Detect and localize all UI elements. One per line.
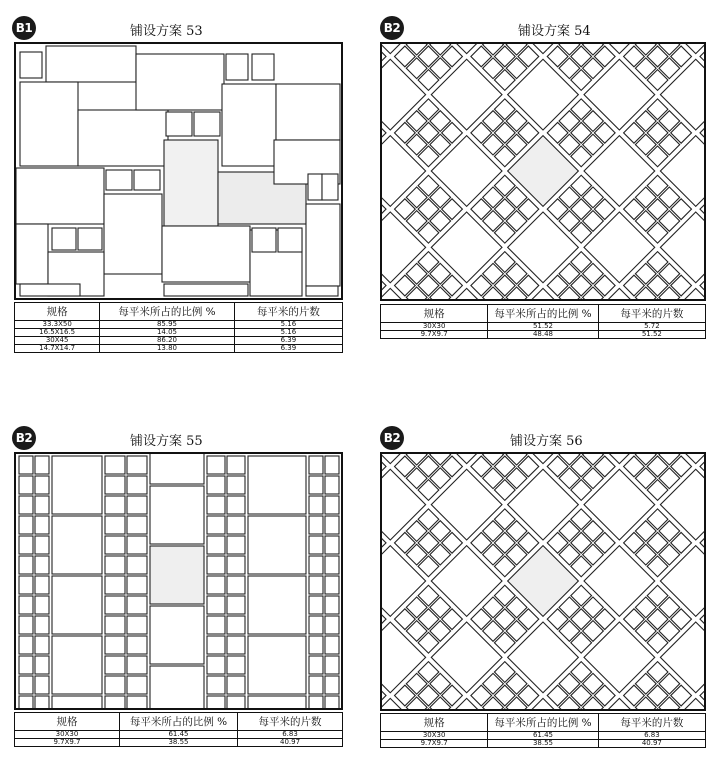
tile <box>207 636 225 654</box>
tile <box>19 496 33 514</box>
tile <box>248 636 306 694</box>
tile <box>227 696 245 708</box>
cell-ratio: 61.45 <box>488 732 599 740</box>
header-spec: 规格 <box>15 303 100 321</box>
tile <box>105 456 125 474</box>
tile <box>52 228 76 250</box>
tile <box>127 556 147 574</box>
tile <box>127 496 147 514</box>
tile <box>52 516 102 574</box>
tile <box>309 556 323 574</box>
panel-4-tile-pattern <box>380 452 706 711</box>
tile <box>105 536 125 554</box>
tile <box>309 496 323 514</box>
tile <box>127 636 147 654</box>
tile <box>127 576 147 594</box>
tile <box>207 496 225 514</box>
tile <box>35 496 49 514</box>
cell-ratio: 13.80 <box>100 345 234 353</box>
cell-ratio: 14.05 <box>100 329 234 337</box>
tile <box>19 656 33 674</box>
panel-1-badge: B1 <box>12 16 36 40</box>
tile <box>127 656 147 674</box>
tile <box>248 696 306 708</box>
tile <box>105 556 125 574</box>
tile <box>309 676 323 694</box>
tile <box>150 454 204 484</box>
tile <box>20 82 78 166</box>
tile <box>52 456 102 514</box>
tile <box>227 616 245 634</box>
tile <box>325 456 339 474</box>
tile <box>325 556 339 574</box>
cell-ratio: 38.55 <box>488 740 599 748</box>
header-count: 每平米的片数 <box>234 303 342 321</box>
tile <box>227 496 245 514</box>
tile <box>162 226 250 282</box>
tile <box>35 636 49 654</box>
tile <box>19 536 33 554</box>
tile <box>207 536 225 554</box>
cell-count: 5.16 <box>234 321 342 329</box>
tile <box>19 476 33 494</box>
tile <box>207 676 225 694</box>
tile <box>19 516 33 534</box>
header-count: 每平米的片数 <box>238 713 343 731</box>
tile <box>19 576 33 594</box>
tile <box>278 228 302 252</box>
tile <box>35 616 49 634</box>
tile <box>78 110 168 166</box>
tile <box>248 456 306 514</box>
cell-count: 6.83 <box>598 732 705 740</box>
tile <box>105 516 125 534</box>
tile <box>127 516 147 534</box>
cell-count: 40.97 <box>238 739 343 747</box>
tile <box>306 286 338 296</box>
tile <box>309 616 323 634</box>
tile <box>227 536 245 554</box>
tile <box>325 696 339 708</box>
cell-count: 5.16 <box>234 329 342 337</box>
tile <box>207 596 225 614</box>
cell-count: 6.83 <box>238 731 343 739</box>
tile <box>308 174 322 200</box>
tile <box>309 476 323 494</box>
tile <box>207 516 225 534</box>
tile <box>227 596 245 614</box>
tile <box>78 228 102 250</box>
table-row <box>15 739 343 747</box>
tile <box>227 576 245 594</box>
cell-spec: 30X30 <box>381 323 488 331</box>
tile <box>105 636 125 654</box>
cell-spec: 30X30 <box>15 731 120 739</box>
tile <box>150 486 204 544</box>
table-header-row <box>15 713 343 731</box>
tile <box>325 576 339 594</box>
tile <box>325 676 339 694</box>
panel-3-badge: B2 <box>12 426 36 450</box>
tile <box>309 636 323 654</box>
tile <box>207 556 225 574</box>
cell-ratio: 86.20 <box>100 337 234 345</box>
tile <box>207 456 225 474</box>
tile <box>325 496 339 514</box>
table-header-row <box>381 714 706 732</box>
tile <box>136 54 224 110</box>
panel-2-tile-pattern <box>380 42 706 301</box>
tile <box>52 636 102 694</box>
header-count: 每平米的片数 <box>598 305 705 323</box>
tile <box>35 516 49 534</box>
cell-spec: 30X45 <box>15 337 100 345</box>
panel-3-tile-pattern <box>14 452 343 710</box>
header-ratio: 每平米所占的比例 % <box>119 713 237 731</box>
header-ratio: 每平米所占的比例 % <box>488 305 599 323</box>
tile <box>325 596 339 614</box>
tile <box>105 616 125 634</box>
tile <box>226 54 248 80</box>
panel-1-spec-table <box>14 302 343 353</box>
tile <box>207 616 225 634</box>
cell-spec: 16.5X16.5 <box>15 329 100 337</box>
tile <box>227 476 245 494</box>
tile <box>35 476 49 494</box>
panel-1-tile-pattern <box>14 42 343 300</box>
tile <box>105 676 125 694</box>
panel-4-title: 铺设方案 56 <box>510 434 583 449</box>
cell-count: 6.39 <box>234 337 342 345</box>
tile <box>222 84 276 166</box>
tile <box>309 456 323 474</box>
table-row <box>15 345 343 353</box>
tile <box>227 456 245 474</box>
tile <box>164 284 248 296</box>
tile <box>35 676 49 694</box>
tile <box>19 596 33 614</box>
table-row <box>381 331 706 339</box>
panel-1-title: 铺设方案 53 <box>130 24 203 39</box>
tile <box>309 576 323 594</box>
tile <box>35 576 49 594</box>
panel-2-spec-table <box>380 304 706 339</box>
tile <box>127 456 147 474</box>
tile <box>325 536 339 554</box>
tile <box>105 576 125 594</box>
tile <box>248 516 306 574</box>
tile <box>35 456 49 474</box>
tile <box>150 606 204 664</box>
tile <box>309 516 323 534</box>
cell-ratio: 38.55 <box>119 739 237 747</box>
tile <box>16 224 48 284</box>
panel-4-spec-table <box>380 713 706 748</box>
header-ratio: 每平米所占的比例 % <box>488 714 599 732</box>
tile <box>306 204 340 286</box>
cell-spec: 9.7X9.7 <box>381 740 488 748</box>
tile <box>325 616 339 634</box>
cell-count: 6.39 <box>234 345 342 353</box>
table-header-row <box>15 303 343 321</box>
tile <box>19 616 33 634</box>
cell-spec: 9.7X9.7 <box>381 331 488 339</box>
tile <box>20 284 80 296</box>
cell-count: 40.97 <box>598 740 705 748</box>
tile <box>19 696 33 708</box>
tile <box>46 46 136 82</box>
panel-3-title: 铺设方案 55 <box>130 434 203 449</box>
cell-ratio: 51.52 <box>488 323 599 331</box>
tile <box>105 696 125 708</box>
cell-count: 5.72 <box>598 323 705 331</box>
tile <box>105 496 125 514</box>
tile <box>127 676 147 694</box>
panel-2-badge: B2 <box>380 16 404 40</box>
tile <box>127 536 147 554</box>
cell-ratio: 85.95 <box>100 321 234 329</box>
tile <box>19 636 33 654</box>
tile <box>127 596 147 614</box>
tile <box>52 576 102 634</box>
header-count: 每平米的片数 <box>598 714 705 732</box>
tile <box>207 476 225 494</box>
tile <box>207 696 225 708</box>
tile <box>106 170 132 190</box>
cell-count: 51.52 <box>598 331 705 339</box>
tile <box>150 546 204 604</box>
panel-2-title: 铺设方案 54 <box>518 24 591 39</box>
tile <box>134 170 160 190</box>
tile <box>150 666 204 708</box>
tile <box>227 676 245 694</box>
header-spec: 规格 <box>15 713 120 731</box>
tile <box>127 616 147 634</box>
tile <box>127 476 147 494</box>
tile <box>252 228 276 252</box>
tile <box>35 656 49 674</box>
tile <box>52 696 102 708</box>
tile <box>322 174 338 200</box>
cell-spec: 33.3X50 <box>15 321 100 329</box>
tile <box>19 556 33 574</box>
tile <box>20 52 42 78</box>
tile <box>207 656 225 674</box>
tile <box>35 536 49 554</box>
tile <box>19 456 33 474</box>
tile <box>325 516 339 534</box>
header-spec: 规格 <box>381 714 488 732</box>
tile <box>309 696 323 708</box>
tile <box>127 696 147 708</box>
header-spec: 规格 <box>381 305 488 323</box>
header-ratio: 每平米所占的比例 % <box>100 303 234 321</box>
cell-ratio: 61.45 <box>119 731 237 739</box>
tile <box>105 656 125 674</box>
tile <box>19 676 33 694</box>
tile <box>248 576 306 634</box>
tile <box>309 656 323 674</box>
tile <box>105 476 125 494</box>
tile <box>309 596 323 614</box>
panel-4-badge: B2 <box>380 426 404 450</box>
tile <box>276 84 340 140</box>
table-header-row <box>381 305 706 323</box>
tile <box>164 140 218 226</box>
tile <box>104 194 162 274</box>
tile <box>252 54 274 80</box>
cell-spec: 9.7X9.7 <box>15 739 120 747</box>
tile <box>325 476 339 494</box>
tile <box>35 556 49 574</box>
tile <box>227 636 245 654</box>
cell-ratio: 48.48 <box>488 331 599 339</box>
table-row <box>381 740 706 748</box>
tile <box>194 112 220 136</box>
panel-3-spec-table <box>14 712 343 747</box>
tile <box>325 656 339 674</box>
tile <box>35 596 49 614</box>
tile <box>16 168 104 224</box>
tile <box>325 636 339 654</box>
tile <box>35 696 49 708</box>
cell-spec: 30X30 <box>381 732 488 740</box>
tile <box>207 576 225 594</box>
tile <box>166 112 192 136</box>
tile <box>227 516 245 534</box>
tile <box>227 656 245 674</box>
tile <box>309 536 323 554</box>
cell-spec: 14.7X14.7 <box>15 345 100 353</box>
tile <box>105 596 125 614</box>
tile <box>227 556 245 574</box>
